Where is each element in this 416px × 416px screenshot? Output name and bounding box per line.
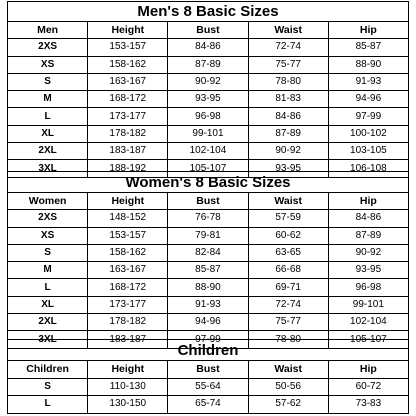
size-label: 2XL <box>8 143 88 160</box>
waist-cell: 75-77 <box>248 56 328 73</box>
hip-cell: 106-108 <box>328 160 408 177</box>
size-label: 3XL <box>8 160 88 177</box>
men-table-title: Men's 8 Basic Sizes <box>8 2 409 22</box>
hip-cell: 60-72 <box>328 378 408 396</box>
column-header-hip: Hip <box>328 361 408 379</box>
height-cell: 148-152 <box>88 210 168 227</box>
hip-cell: 99-101 <box>328 296 408 313</box>
table-row <box>8 262 409 279</box>
column-header-waist: Waist <box>248 22 328 39</box>
women-size-table <box>7 171 409 349</box>
bust-cell: 94-96 <box>168 314 248 331</box>
height-cell: 163-167 <box>88 73 168 90</box>
column-header-bust: Bust <box>168 22 248 39</box>
bust-cell: 65-74 <box>168 396 248 414</box>
waist-cell: 63-65 <box>248 244 328 261</box>
hip-cell: 90-92 <box>328 244 408 261</box>
waist-cell: 60-62 <box>248 227 328 244</box>
bust-cell: 85-87 <box>168 262 248 279</box>
height-cell: 178-182 <box>88 125 168 142</box>
height-cell: 130-150 <box>88 396 168 414</box>
table-row <box>8 125 409 142</box>
height-cell: 168-172 <box>88 91 168 108</box>
table-row <box>8 39 409 56</box>
size-label: 2XS <box>8 210 88 227</box>
bust-cell: 93-95 <box>168 91 248 108</box>
men-size-table <box>7 1 409 178</box>
bust-cell: 84-86 <box>168 39 248 56</box>
height-cell: 153-157 <box>88 39 168 56</box>
height-cell: 163-167 <box>88 262 168 279</box>
table-row <box>8 143 409 160</box>
bust-cell: 88-90 <box>168 279 248 296</box>
height-cell: 110-130 <box>88 378 168 396</box>
bust-cell: 79-81 <box>168 227 248 244</box>
column-header-height: Height <box>88 22 168 39</box>
table-row <box>8 91 409 108</box>
height-cell: 183-187 <box>88 143 168 160</box>
table-row <box>8 73 409 90</box>
size-label: XS <box>8 56 88 73</box>
hip-cell: 94-96 <box>328 91 408 108</box>
hip-cell: 97-99 <box>328 108 408 125</box>
column-header-bust: Bust <box>168 361 248 379</box>
size-label: XL <box>8 296 88 313</box>
waist-cell: 78-80 <box>248 331 328 348</box>
bust-cell: 97-99 <box>168 331 248 348</box>
table-row <box>8 378 409 396</box>
waist-cell: 75-77 <box>248 314 328 331</box>
bust-cell: 87-89 <box>168 56 248 73</box>
size-label: L <box>8 396 88 414</box>
hip-cell: 102-104 <box>328 314 408 331</box>
bust-cell: 105-107 <box>168 160 248 177</box>
column-header-category: Children <box>8 361 88 379</box>
bust-cell: 91-93 <box>168 296 248 313</box>
hip-cell: 105-107 <box>328 331 408 348</box>
height-cell: 158-162 <box>88 244 168 261</box>
column-header-bust: Bust <box>168 193 248 210</box>
waist-cell: 50-56 <box>248 378 328 396</box>
hip-cell: 84-86 <box>328 210 408 227</box>
bust-cell: 55-64 <box>168 378 248 396</box>
waist-cell: 78-80 <box>248 73 328 90</box>
height-cell: 173-177 <box>88 296 168 313</box>
waist-cell: 84-86 <box>248 108 328 125</box>
bust-cell: 99-101 <box>168 125 248 142</box>
size-label: L <box>8 279 88 296</box>
table-row <box>8 108 409 125</box>
column-header-waist: Waist <box>248 361 328 379</box>
height-cell: 183-187 <box>88 331 168 348</box>
table-row <box>8 210 409 227</box>
column-header-hip: Hip <box>328 22 408 39</box>
waist-cell: 72-74 <box>248 39 328 56</box>
hip-cell: 100-102 <box>328 125 408 142</box>
hip-cell: 73-83 <box>328 396 408 414</box>
size-label: 2XS <box>8 39 88 56</box>
table-row <box>8 314 409 331</box>
height-cell: 188-192 <box>88 160 168 177</box>
waist-cell: 57-59 <box>248 210 328 227</box>
size-label: 3XL <box>8 331 88 348</box>
column-header-hip: Hip <box>328 193 408 210</box>
waist-cell: 81-83 <box>248 91 328 108</box>
table-row <box>8 227 409 244</box>
bust-cell: 76-78 <box>168 210 248 227</box>
table-row <box>8 396 409 414</box>
hip-cell: 91-93 <box>328 73 408 90</box>
waist-cell: 90-92 <box>248 143 328 160</box>
height-cell: 158-162 <box>88 56 168 73</box>
waist-cell: 72-74 <box>248 296 328 313</box>
size-label: S <box>8 73 88 90</box>
table-row <box>8 56 409 73</box>
hip-cell: 96-98 <box>328 279 408 296</box>
bust-cell: 96-98 <box>168 108 248 125</box>
hip-cell: 93-95 <box>328 262 408 279</box>
column-header-category: Men <box>8 22 88 39</box>
column-header-height: Height <box>88 361 168 379</box>
bust-cell: 82-84 <box>168 244 248 261</box>
height-cell: 178-182 <box>88 314 168 331</box>
size-label: XS <box>8 227 88 244</box>
size-label: 2XL <box>8 314 88 331</box>
size-label: XL <box>8 125 88 142</box>
table-row <box>8 244 409 261</box>
children-table-title: Children <box>8 340 409 361</box>
waist-cell: 69-71 <box>248 279 328 296</box>
size-label: M <box>8 262 88 279</box>
waist-cell: 93-95 <box>248 160 328 177</box>
size-label: S <box>8 244 88 261</box>
height-cell: 173-177 <box>88 108 168 125</box>
children-size-table <box>7 339 409 414</box>
column-header-height: Height <box>88 193 168 210</box>
hip-cell: 103-105 <box>328 143 408 160</box>
waist-cell: 66-68 <box>248 262 328 279</box>
height-cell: 153-157 <box>88 227 168 244</box>
table-row <box>8 279 409 296</box>
table-row <box>8 296 409 313</box>
bust-cell: 90-92 <box>168 73 248 90</box>
size-label: S <box>8 378 88 396</box>
hip-cell: 87-89 <box>328 227 408 244</box>
column-header-waist: Waist <box>248 193 328 210</box>
height-cell: 168-172 <box>88 279 168 296</box>
hip-cell: 88-90 <box>328 56 408 73</box>
hip-cell: 85-87 <box>328 39 408 56</box>
waist-cell: 57-62 <box>248 396 328 414</box>
waist-cell: 87-89 <box>248 125 328 142</box>
size-label: M <box>8 91 88 108</box>
column-header-category: Women <box>8 193 88 210</box>
size-label: L <box>8 108 88 125</box>
women-table-title: Women's 8 Basic Sizes <box>8 172 409 193</box>
bust-cell: 102-104 <box>168 143 248 160</box>
